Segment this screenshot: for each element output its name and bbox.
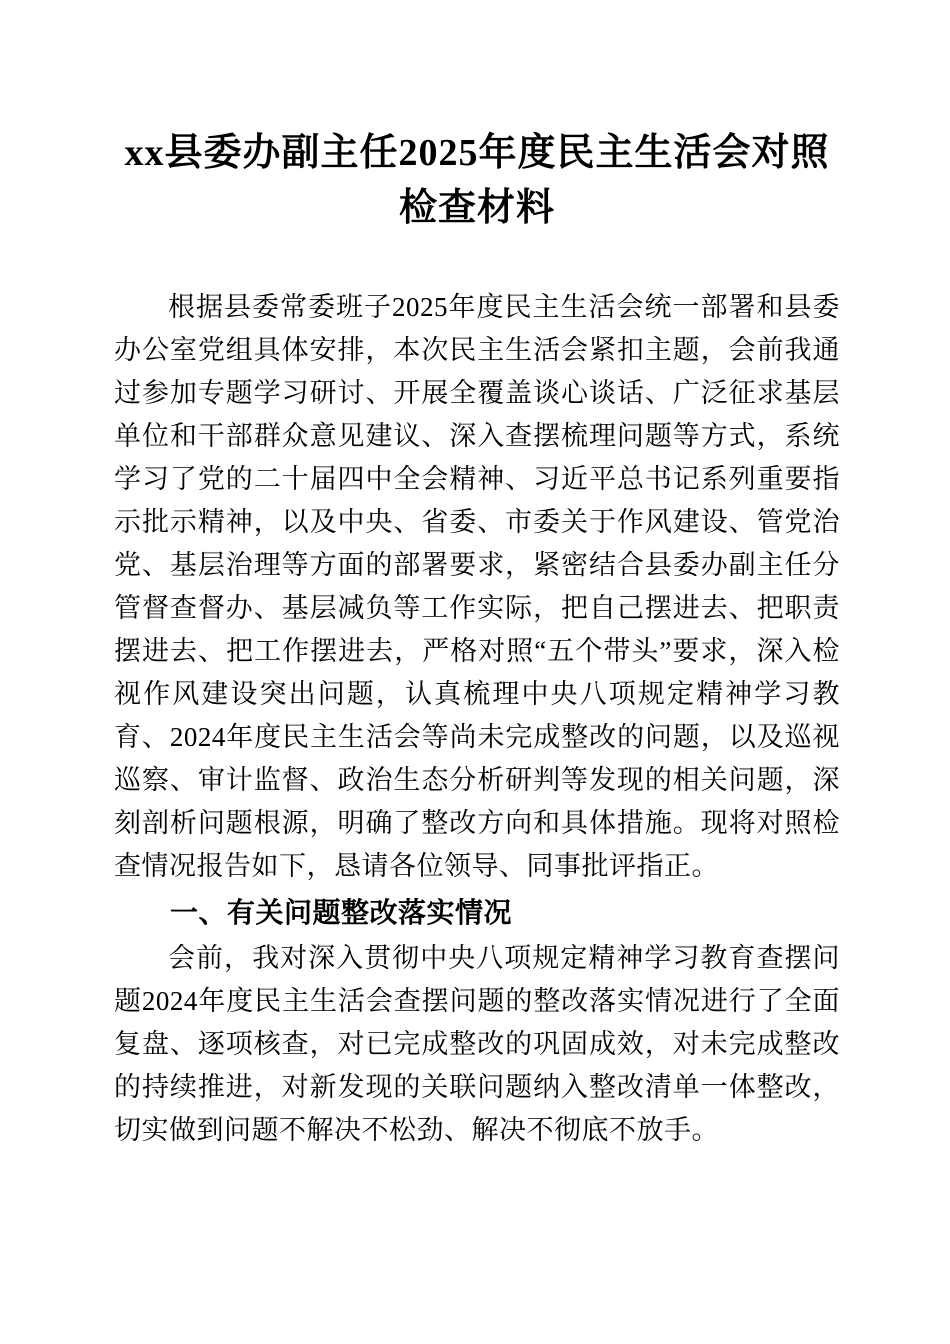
document-title: xx县委办副主任2025年度民主生活会对照检查材料 bbox=[124, 132, 830, 229]
section-1-paragraph: 会前，我对深入贯彻中央八项规定精神学习教育查摆问题2024年度民主生活会查摆问题的整改落实情况进行了全面复盘、逐项核查，对已完成整改的巩固成效，对未完成整改的持续推进，对新发现的关联问题纳入整改清单一体整改，切实做到问题不解决不松劲、解决不彻底不放手。 bbox=[114, 943, 840, 1145]
section-heading-1: 一、有关问题整改落实情况 bbox=[170, 897, 513, 928]
intro-paragraph: 根据县委常委班子2025年度民主生活会统一部署和县委办公室党组具体安排，本次民主生活会紧扣主题，会前我通过参加专题学习研讨、开展全覆盖谈心谈话、广泛征求基层单位和干部群众意见建议、深入查摆梳理问题等方式，系统学习了党的二十届四中全会精神、习近平总书记系列重要指示批示精神，以及中央、省委、市委关于作风建设、管党治党、基层治理等方面的部署要求，紧密结合县委办副主任分管督查督办、基层减负等工作实际，把自己摆进去、把职责摆进去、把工作摆进去，严格对照“五个带头”要求，深入检视作风建设突出问题，认真梳理中央八项规定精神学习教育、2024年度民主生活会等尚未完成整改的问题，以及巡视巡察、审计监督、政治生态分析研判等发现的相关问题，深刻剖析问题根源，明确了整改方向和具体措施。现将对照检查情况报告如下，恳请各位领导、同事批评指正。 bbox=[114, 292, 840, 881]
